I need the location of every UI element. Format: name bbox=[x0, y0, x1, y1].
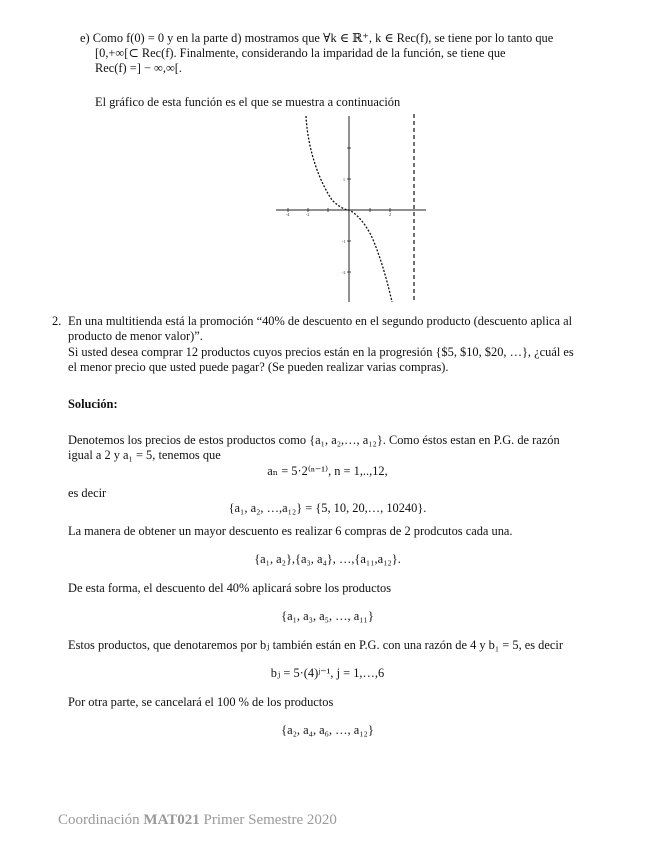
x-tick-label: 2 bbox=[389, 212, 391, 217]
problem2-line2: producto de menor valor)”. bbox=[68, 329, 203, 343]
y-tick-label: -2 bbox=[342, 270, 346, 275]
equation-pairs: {a₁, a₂},{a₃, a₄}, …,{a₁₁,a₁₂}. bbox=[254, 552, 401, 566]
footer-course: MAT021 bbox=[143, 812, 200, 828]
x-tick-label: -2 bbox=[306, 212, 310, 217]
function-graph bbox=[270, 112, 430, 304]
page-footer bbox=[58, 812, 337, 829]
solution-p5: Por otra parte, se cancelará el 100 % de los productos bbox=[68, 695, 334, 709]
x-tick-label: -4 bbox=[286, 212, 290, 217]
part-e-line3: Rec(f) =] − ∞,∞[. bbox=[95, 61, 183, 75]
problem2-line3: Si usted desea comprar 12 productos cuyos precios están en la progresión {$5, $10, $20, …}, ¿cuál es bbox=[68, 345, 574, 359]
solution-p2: La manera de obtener un mayor descuento es realizar 6 compras de 2 prodcutos cada una. bbox=[68, 524, 513, 538]
y-tick-label: 1 bbox=[343, 177, 345, 182]
solution-p3: De esta forma, el descuento del 40% aplicará sobre los productos bbox=[68, 581, 392, 595]
equation-sequence: {a₁, a₂, …,a₁₂} = {5, 10, 20,…, 10240}. bbox=[228, 501, 427, 515]
footer-prefix: Coordinación bbox=[58, 812, 140, 828]
equation-an: aₙ = 5·2⁽ⁿ⁻¹⁾, n = 1,..,12, bbox=[267, 464, 388, 478]
es-decir: es decir bbox=[68, 486, 107, 500]
equation-bj: bⱼ = 5·(4)ʲ⁻¹, j = 1,…,6 bbox=[270, 666, 385, 680]
graph-caption: El gráfico de esta función es el que se muestra a continuación bbox=[95, 95, 401, 109]
problem2-line1: En una multitienda está la promoción “40% de descuento en el segundo producto (descuento aplica al bbox=[68, 314, 573, 328]
solution-p1-line1: Denotemos los precios de estos productos como {a₁, a₂,…, a₁₂}. Como éstos estan en P.G. de razón bbox=[68, 433, 560, 447]
part-e-line1: e) Como f(0) = 0 y en la parte d) mostramos que ∀k ∈ ℝ⁺, k ∈ Rec(f), se tiene por lo tanto que bbox=[80, 31, 554, 45]
footer-semester: Primer Semestre 2020 bbox=[203, 812, 337, 828]
solution-p4: Estos productos, que denotaremos por bⱼ también están en P.G. con una razón de 4 y b₁ = 5, es decir bbox=[68, 638, 563, 652]
solution-heading: Solución: bbox=[68, 397, 118, 411]
equation-odd-terms: {a₁, a₃, a₅, …, a₁₁} bbox=[281, 609, 374, 623]
y-tick-label: -1 bbox=[342, 239, 346, 244]
problem-number: 2. bbox=[52, 314, 62, 328]
problem2-line4: el menor precio que usted puede pagar? (Se pueden realizar varias compras). bbox=[68, 360, 449, 374]
solution-p1-line2: igual a 2 y a₁ = 5, tenemos que bbox=[68, 448, 221, 462]
equation-even-terms: {a₂, a₄, a₆, …, a₁₂} bbox=[281, 723, 374, 737]
part-e-line2: [0,+∞[⊂ Rec(f). Finalmente, considerando la imparidad de la función, se tiene que bbox=[95, 46, 506, 60]
